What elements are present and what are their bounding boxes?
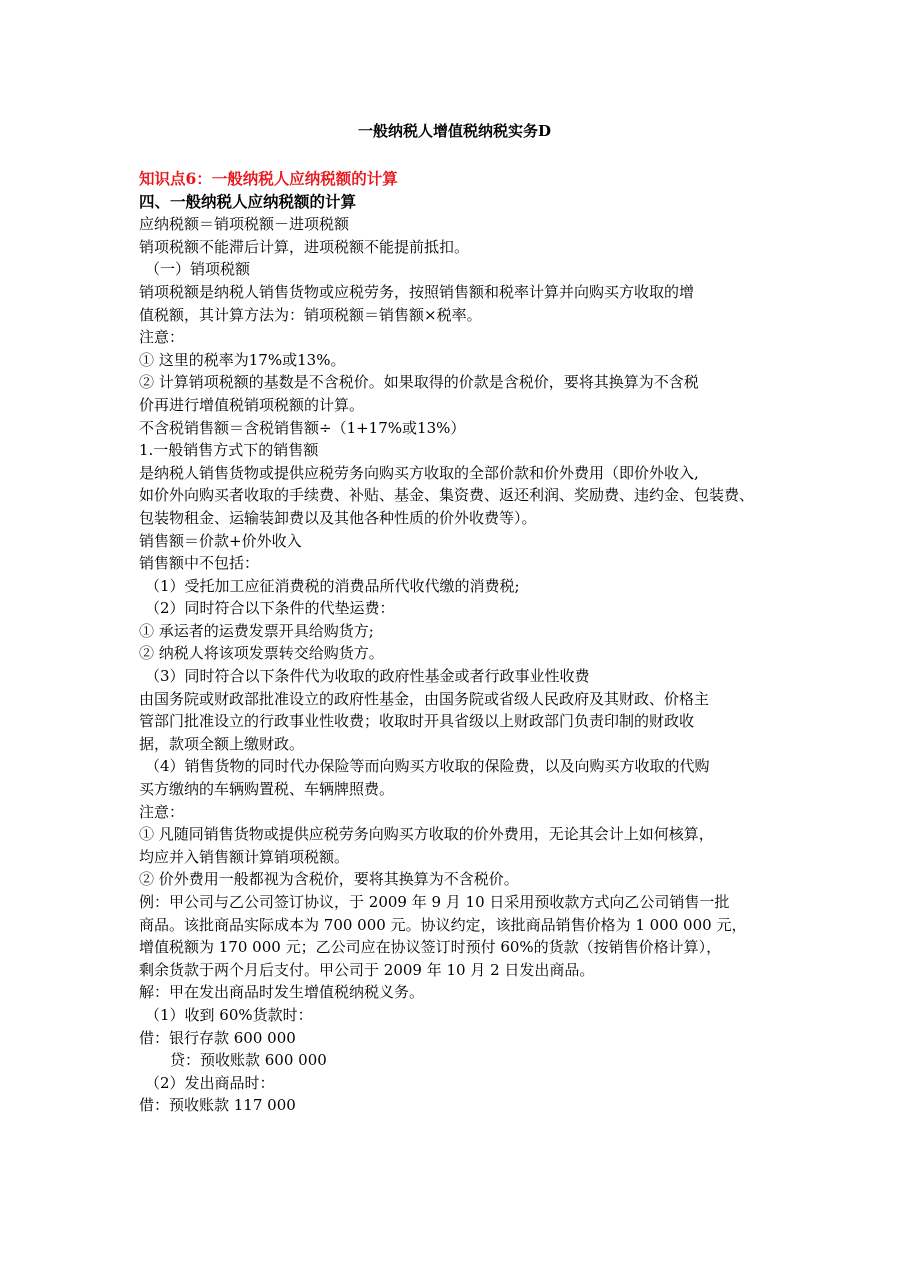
paragraph-line: 销项税额是纳税人销售货物或应税劳务，按照销售额和税率计算并向购买方收取的增 xyxy=(139,282,695,301)
paragraph-line: 销售额＝价款+价外收入 xyxy=(139,531,302,550)
paragraph-line: ② 计算销项税额的基数是不含税价。如果取得的价款是含税价，要将其换算为不含税 xyxy=(139,373,699,392)
paragraph-line: 均应并入销售额计算销项税额。 xyxy=(139,847,350,866)
paragraph-line: 解：甲在发出商品时发生增值税纳税义务。 xyxy=(139,983,425,1002)
paragraph-line: 不含税销售额＝含税销售额÷（1+17%或13%） xyxy=(139,418,466,437)
paragraph-line: 1.一般销售方式下的销售额 xyxy=(139,441,319,460)
paragraph-line: 由国务院或财政部批准设立的政府性基金，由国务院或省级人民政府及其财政、价格主 xyxy=(139,689,710,708)
paragraph-line: 例：甲公司与乙公司签订协议，于 2009 年 9 月 10 日采用预收款方式向乙公司销售一批 xyxy=(139,893,730,911)
paragraph-line: 包装物租金、运输装卸费以及其他各种性质的价外收费等）。 xyxy=(139,508,537,527)
paragraph-line: 增值税额为 170 000 元；乙公司应在协议签订时预付 60%的货款（按销售价格计算）， xyxy=(139,938,722,957)
knowledge-point-heading: 知识点6：一般纳税人应纳税额的计算 xyxy=(139,169,398,188)
paragraph-line: ② 纳税人将该项发票转交给购货方。 xyxy=(139,644,384,663)
paragraph-line: 价再进行增值税销项税额的计算。 xyxy=(139,395,365,414)
paragraph-line: 是纳税人销售货物或提供应税劳务向购买方收取的全部价款和价外费用（即价外收入, xyxy=(139,463,699,482)
paragraph-line: 注意： xyxy=(139,802,185,821)
document-body xyxy=(139,168,779,1117)
document-title: 一般纳税人增值税纳税实务D xyxy=(357,122,551,140)
paragraph-line: 如价外向购买者收取的手续费、补贴、基金、集资费、返还利润、奖励费、违约金、包装费、 xyxy=(139,486,755,505)
paragraph-line: （1）收到 60%货款时： xyxy=(145,1005,313,1024)
paragraph-line: ② 价外费用一般都视为含税价，要将其换算为不含税价。 xyxy=(139,870,519,889)
paragraph-line: （2）同时符合以下条件的代垫运费： xyxy=(145,599,395,618)
paragraph-line: 商品。该批商品实际成本为 700 000 元。协议约定，该批商品销售价格为 1 000 000 元， xyxy=(139,915,747,934)
paragraph-line: ① 这里的税率为17%或13%。 xyxy=(139,350,346,369)
section-heading: 四、一般纳税人应纳税额的计算 xyxy=(139,191,357,211)
paragraph-line: 注意： xyxy=(139,328,185,347)
paragraph-line: 贷：预收账款 600 000 xyxy=(170,1051,327,1070)
paragraph-line: （1）受托加工应征消费税的消费品所代收代缴的消费税; xyxy=(145,576,520,595)
paragraph-line: 买方缴纳的车辆购置税、车辆牌照费。 xyxy=(139,780,395,799)
paragraph-line: 销项税额不能滞后计算，进项税额不能提前抵扣。 xyxy=(139,237,470,256)
paragraph-line: 销售额中不包括： xyxy=(139,554,260,573)
paragraph-line: 管部门批准设立的行政事业性收费；收取时开具省级以上财政部门负责印制的财政收 xyxy=(139,712,695,731)
paragraph-line: （3）同时符合以下条件代为收取的政府性基金或者行政事业性收费 xyxy=(145,667,590,686)
paragraph-line: （一）销项税额 xyxy=(145,260,251,279)
paragraph-line: （2）发出商品时： xyxy=(145,1073,275,1092)
paragraph-line: （4）销售货物的同时代办保险等而向购买方收取的保险费，以及向购买方收取的代购 xyxy=(145,757,710,776)
paragraph-line: 应纳税额＝销项税额－进项税额 xyxy=(139,215,350,234)
paragraph-line: 值税额，其计算方法为：销项税额＝销售额×税率。 xyxy=(139,305,482,324)
paragraph-line: ① 凡随同销售货物或提供应税劳务向购买方收取的价外费用，无论其会计上如何核算， xyxy=(139,825,714,844)
paragraph-line: 借：银行存款 600 000 xyxy=(139,1028,296,1047)
paragraph-line: 借：预收账款 117 000 xyxy=(139,1096,296,1115)
paragraph-line: 据，款项全额上缴财政。 xyxy=(139,734,305,753)
paragraph-line: 剩余货款于两个月后支付。甲公司于 2009 年 10 月 2 日发出商品。 xyxy=(139,960,595,979)
paragraph-line: ① 承运者的运费发票开具给购货方; xyxy=(139,621,374,640)
